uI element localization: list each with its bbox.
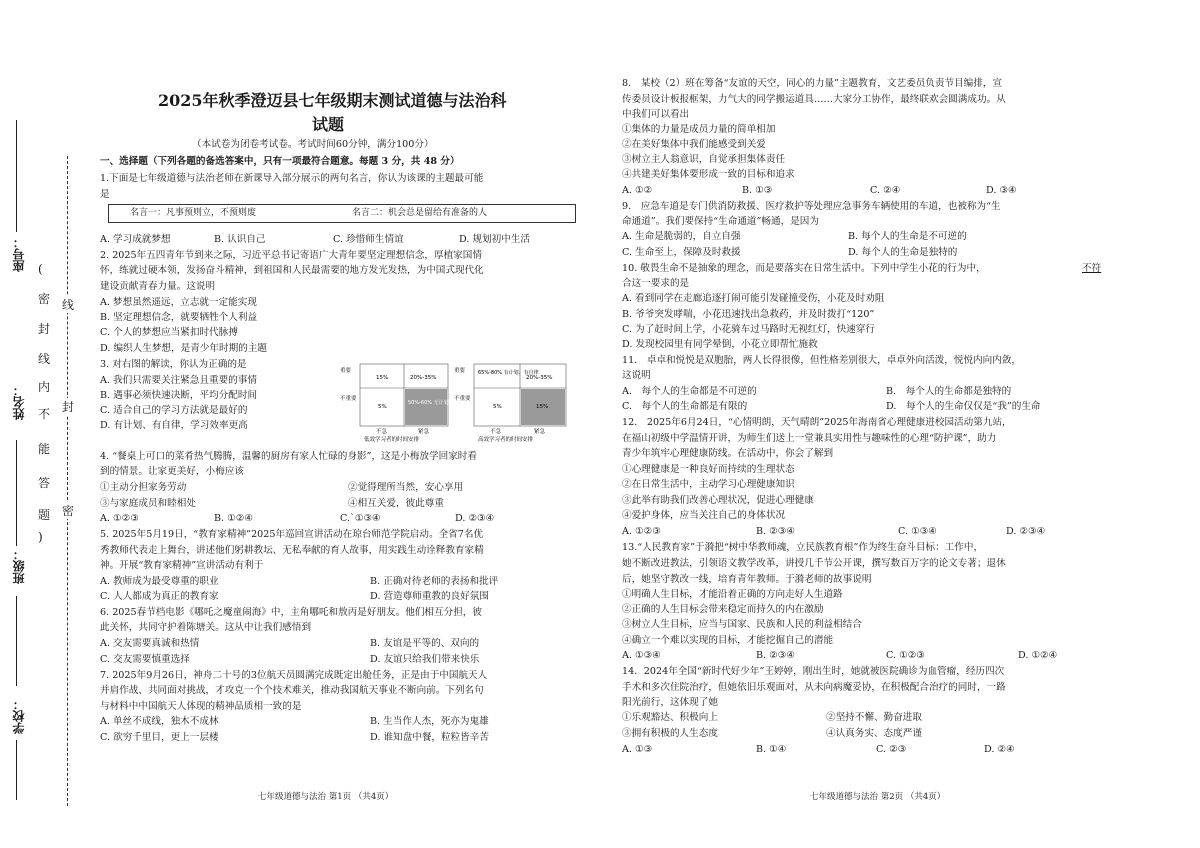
statement-3: ③此举有助我们改善心理状况，促进心理健康 bbox=[622, 495, 814, 506]
question-text: 秀教师代表走上舞台，讲述他们躬耕教坛、无私奉献的育人故事，用实践生动诠释教育家精 bbox=[100, 545, 484, 556]
option-d: D. 发现校园里有同学晕倒，小花立即帮忙施救 bbox=[622, 339, 818, 350]
option-c: C. 交友需要慎重选择 bbox=[100, 654, 190, 665]
option-a: A. 我们只需要关注紧急且重要的事情 bbox=[100, 375, 257, 386]
option-b: B. 正确对待老师的表扬和批评 bbox=[370, 576, 499, 587]
option-a: A. ①②③ bbox=[100, 513, 139, 524]
option-d: D. 友谊只给我们带来快乐 bbox=[370, 654, 480, 665]
option-b: B. ②③④ bbox=[756, 650, 795, 661]
exam-title-line2: 试题 bbox=[312, 115, 345, 134]
quote-2: 名言二：机会总是留给有准备的人 bbox=[352, 208, 488, 218]
option-a: A. ①③④ bbox=[622, 650, 661, 661]
cell-value: 15% bbox=[376, 375, 389, 381]
option-b: B. 认识自己 bbox=[214, 234, 266, 245]
option-d: D. 有计划、有自律，学习效率更高 bbox=[100, 420, 248, 431]
option-c: C. 每个人的生命都是有限的 bbox=[622, 401, 748, 412]
statement-1: ①明确人生目标，才能沿着正确的方向走好人生道路 bbox=[622, 589, 843, 600]
statement-1: ①主动分担家务劳动 bbox=[100, 482, 187, 493]
seal-char: 答 bbox=[38, 476, 51, 490]
statement-2: ②正确的人生目标会带来稳定而持久的内在激励 bbox=[622, 604, 824, 615]
question-text: 她不断改进教法，引领语文教学改革，讲授几千节公开课，撰写数百万字的论文专著；退休 bbox=[622, 558, 1006, 569]
seal-char: 密 bbox=[62, 504, 75, 518]
question-text: 5. 2025年5月19日，“教育家精神”2025年巡回宣讲活动在琼台师范学院启动。全省7名优 bbox=[100, 529, 484, 540]
option-c: C.`①③④ bbox=[340, 513, 381, 524]
seal-char: 内 bbox=[38, 380, 51, 394]
time-management-figure bbox=[338, 362, 574, 442]
question-text: 怀，练就过硬本领，发扬奋斗精神，到祖国和人民最需要的地方发光发热，为中国式现代化 bbox=[100, 265, 484, 276]
cell-value: 5% bbox=[493, 404, 502, 410]
option-a: A. 每个人的生命都是不可逆的 bbox=[622, 386, 757, 397]
question-text: 与材料中中国航天人体现的精神品质相一致的是 bbox=[100, 701, 302, 712]
low-efficiency-chart bbox=[340, 364, 469, 442]
seal-char: 封 bbox=[38, 322, 51, 336]
question-text: 合这一要求的是 bbox=[622, 278, 690, 289]
question-text: 青少年筑牢心理健康防线。在活动中，你会了解到 bbox=[622, 448, 834, 459]
option-b: B. ①④ bbox=[756, 744, 787, 755]
option-c: C. ①③④ bbox=[898, 526, 937, 537]
option-a: A. ①③ bbox=[622, 744, 653, 755]
option-c: C. ②③ bbox=[876, 744, 907, 755]
name-label: 姓名： bbox=[12, 384, 26, 420]
option-d: D. 每个人的生命是独特的 bbox=[848, 247, 958, 258]
option-b: B. 坚定理想信念，就要牺牲个人利益 bbox=[100, 312, 258, 323]
seat-underline bbox=[16, 120, 17, 232]
statement-3: ③树立主人翁意识，自觉承担集体责任 bbox=[622, 154, 786, 165]
question-text: 传委员设计板报框架，力气大的同学搬运道具……大家分工协作，最终联欢会圆满成功。从 bbox=[622, 94, 1006, 105]
chart-caption: 高效学习者的时间安排 bbox=[478, 437, 534, 442]
option-d: D. ②③④ bbox=[455, 513, 495, 524]
option-b: B. 每个人的生命都是独特的 bbox=[886, 386, 1012, 397]
binding-margin bbox=[0, 0, 95, 848]
cell-value: 5% bbox=[378, 404, 387, 410]
school-underline bbox=[16, 740, 17, 800]
statement-4: ④确立一个难以实现的目标，才能挖掘自己的潜能 bbox=[622, 635, 834, 646]
question-text: 到的情景。让家更美好，小梅应该 bbox=[100, 466, 244, 477]
cell-value: 50%-60% 无计划，无自律 bbox=[408, 400, 469, 406]
seal-char: ) bbox=[38, 530, 43, 544]
option-b: B. 每个人的生命是不可逆的 bbox=[848, 231, 967, 242]
cell-value: 20%-35% bbox=[410, 375, 437, 381]
option-b: B. ①②④ bbox=[214, 513, 253, 524]
col-label: 不急 bbox=[376, 429, 388, 435]
option-a: A. 看到同学在走廊追逐打闹可能引发碰撞受伤，小花及时劝阻 bbox=[622, 293, 885, 304]
cell-value: 65%-80% 有计划、有自律 bbox=[478, 370, 539, 376]
question-text: 2. 2025年五四青年节到来之际，习近平总书记寄语广大青年要坚定理想信念，厚植家国情 bbox=[100, 250, 482, 261]
option-d: D. 谁知盘中餐，粒粒皆辛苦 bbox=[370, 732, 489, 743]
seal-char: 线 bbox=[62, 298, 75, 312]
statement-4: ④相互关爱，彼此尊重 bbox=[348, 498, 444, 509]
statement-2: ②坚持不懈、勤奋进取 bbox=[826, 712, 922, 723]
seal-char: 线 bbox=[38, 352, 51, 366]
option-c: C. 适合自己的学习方法就是最好的 bbox=[100, 405, 248, 416]
statement-2: ②觉得理所当然，安心享用 bbox=[348, 482, 464, 493]
class-label: 班级： bbox=[12, 548, 26, 584]
cell-value: 15% bbox=[536, 404, 549, 410]
row-label-unimportant: 不重要 bbox=[454, 396, 471, 402]
statement-3: ③树立人生目标，应当与国家、民族和人民的利益相结合 bbox=[622, 619, 862, 630]
option-a: A. ①②③ bbox=[622, 526, 661, 537]
option-a: A. ①② bbox=[622, 185, 653, 196]
option-c: C. 珍惜师生情谊 bbox=[333, 234, 404, 245]
option-a: A. 交友需要真诚和热情 bbox=[100, 638, 200, 649]
seat-label: 座号： bbox=[12, 236, 26, 272]
statement-4: ④共建美好集体要形成一致的目标和追求 bbox=[622, 169, 795, 180]
option-a: A. 生命是脆弱的，自立自强 bbox=[622, 231, 741, 242]
question-text: 此关怀，共同守护着陈塘关。这从中让我们感悟到 bbox=[100, 622, 312, 633]
section-heading: 一、选择题（下列各题的备选答案中，只有一项最符合题意。每题 3 分，共 48 分） bbox=[100, 156, 460, 167]
option-a: A. 梦想虽然遥远，立志就一定能实现 bbox=[100, 297, 257, 308]
name-underline bbox=[16, 440, 17, 546]
question-text: 后，她坚守教改一线，培育青年教师。于漪老师的故事说明 bbox=[622, 574, 872, 585]
statement-2: ②在美好集体中我们能感受到关爱 bbox=[622, 139, 766, 150]
option-b: B. ①③ bbox=[742, 185, 773, 196]
option-c: C. 为了赶时间上学，小花骑车过马路时无视红灯，快速穿行 bbox=[622, 324, 875, 335]
seal-char: 不 bbox=[38, 407, 51, 421]
option-d: D. 规划初中生活 bbox=[459, 234, 531, 245]
option-a: A. 教师成为最受尊重的职业 bbox=[100, 576, 219, 587]
question-text: 8. 某校（2）班在筹备“友谊的天空，同心的力量”主题教育，文艺委员负责节目编排，宣 bbox=[622, 78, 1003, 89]
question-text: 1.下面是七年级道德与法治老师在新课导入部分展示的两句名言，你认为该课的主题最可能 bbox=[100, 173, 484, 184]
question-text: 14．2024年全国“新时代好少年”王婷婷，刚出生时，她就被医院确诊为血管瘤，经历四次 bbox=[622, 666, 1005, 677]
not-match-underlined: 不符 bbox=[1082, 263, 1102, 274]
option-d: D. 编织人生梦想，是青少年时期的主题 bbox=[100, 343, 267, 354]
option-c: C. ②④ bbox=[870, 185, 901, 196]
quote-1: 名言一：凡事预则立，不预则废 bbox=[130, 208, 257, 218]
question-text: 这说明 bbox=[622, 370, 651, 381]
col-label: 紧急 bbox=[418, 429, 430, 435]
option-d: D. ③④ bbox=[986, 185, 1017, 196]
seal-char: 密 bbox=[38, 292, 51, 306]
question-text: 命通道”。我们要保持“生命通道”畅通，是因为 bbox=[622, 216, 819, 227]
question-text: 神。开展“教育家精神”宣讲活动有利于 bbox=[100, 560, 264, 571]
option-d: D. 营造尊师重教的良好氛围 bbox=[370, 591, 489, 602]
question-text: 4. “餐桌上可口的菜肴热气腾腾，温馨的厨房有家人忙碌的身影”，这是小梅放学回家时看 bbox=[100, 451, 477, 462]
row-label-important: 重要 bbox=[340, 368, 352, 374]
col-label: 不急 bbox=[490, 429, 502, 435]
option-b: B. 爷爷突发哮喘，小花迅速找出急救药，并及时拨打“120” bbox=[622, 309, 875, 320]
exam-title: 2025年秋季澄迈县七年级期末测试道德与法治科 bbox=[158, 91, 507, 110]
option-a: A. 单丝不成线，独木不成林 bbox=[100, 716, 219, 727]
option-b: B. 遇事必须快速决断，平均分配时间 bbox=[100, 390, 258, 401]
option-c: C. 生命至上，保障及时救援 bbox=[622, 247, 741, 258]
statement-1: ①乐观豁达、积极向上 bbox=[622, 712, 718, 723]
option-b: B. ②③④ bbox=[756, 526, 795, 537]
seal-char: ( bbox=[38, 262, 43, 276]
option-a: A. 学习成就梦想 bbox=[100, 234, 171, 245]
exam-note: （本试卷为闭卷考试卷。考试时间60分钟，满分100分） bbox=[192, 139, 434, 150]
statement-4: ④爱护身体，应当关注自己的身体状况 bbox=[622, 510, 786, 521]
question-text: 中我们可以看出 bbox=[622, 109, 690, 120]
col-label: 紧急 bbox=[534, 429, 546, 435]
question-text: 3. 对右图的解读，你认为正确的是 bbox=[100, 359, 247, 370]
high-efficiency-chart bbox=[454, 364, 566, 442]
question-text: 6. 2025春节档电影《哪吒之魔童闹海》中，主角哪吒和敖丙是好朋友。他们相互分担，彼 bbox=[100, 607, 482, 618]
question-text: 是 bbox=[100, 189, 110, 200]
question-text: 在福山初级中学温情开讲，为师生们送上一堂兼具实用性与趣味性的心理“防护课”，助力 bbox=[622, 433, 997, 444]
cut-line bbox=[67, 156, 68, 806]
statement-1: ①集体的力量是成员力量的简单相加 bbox=[622, 124, 776, 135]
statement-2: ②在日常生活中，主动学习心理健康知识 bbox=[622, 479, 795, 490]
question-text: 10. 敬畏生命不是抽象的理念，而是要落实在日常生活中。下列中学生小花的行为中， bbox=[622, 263, 986, 274]
school-label: 学校： bbox=[12, 698, 26, 734]
chart-caption: 低效学习者的时间安排 bbox=[364, 437, 420, 442]
page-footer: 七年级道德与法治 第2页 （共4页） bbox=[810, 792, 946, 802]
class-underline bbox=[16, 596, 17, 686]
option-d: D. ②④ bbox=[984, 744, 1015, 755]
cell-value: 20%-35% bbox=[526, 375, 553, 381]
statement-3: ③与家庭成员和睦相处 bbox=[100, 498, 196, 509]
option-d: D. 每个人的生命仅仅是“我”的生命 bbox=[886, 401, 1041, 412]
option-c: C. 欲穷千里目，更上一层楼 bbox=[100, 732, 219, 743]
seal-char: 能 bbox=[38, 442, 51, 456]
question-text: 13.“人民教育家”于漪把“树中华教师魂，立民族教育根”作为终生奋斗目标：工作中， bbox=[622, 542, 984, 553]
question-text: 并肩作战、共同面对挑战，才攻克一个个技术难关，推动我国航天事业不断向前。下列名句 bbox=[100, 685, 484, 696]
option-c: C. 个人的梦想应当紧扣时代脉搏 bbox=[100, 327, 238, 338]
question-text: 手术和多次住院治疗，但她依旧乐观面对，从未向病魔妥协，在积极配合治疗的同时，一路 bbox=[622, 682, 1006, 693]
seal-char: 封 bbox=[62, 400, 75, 414]
option-b: B. 友谊是平等的、双向的 bbox=[370, 638, 480, 649]
page-footer: 七年级道德与法治 第1页 （共4页） bbox=[258, 792, 394, 802]
option-c: C. ①②③ bbox=[886, 650, 925, 661]
row-label-important: 重要 bbox=[454, 368, 466, 374]
option-b: B. 生当作人杰，死亦为鬼雄 bbox=[370, 716, 489, 727]
option-d: D. ①②④ bbox=[1018, 650, 1058, 661]
statement-3: ③拥有积极的人生态度 bbox=[622, 728, 718, 739]
question-text: 9. 应急车道是专门供消防救援、医疗救护等处理应急事务车辆使用的车道，也被称为“生 bbox=[622, 201, 1001, 212]
seal-char: 题 bbox=[38, 508, 51, 522]
statement-4: ④认真务实、态度严谨 bbox=[826, 728, 922, 739]
statement-1: ①心理健康是一种良好而持续的生理状态 bbox=[622, 464, 795, 475]
question-text: 11. 卓卓和悦悦是双胞胎，两人长得很像，但性格差别很大，卓卓外向活泼，悦悦内向内敛， bbox=[622, 355, 1022, 366]
option-c: C. 人人都成为真正的教育家 bbox=[100, 591, 219, 602]
row-label-unimportant: 不重要 bbox=[340, 396, 357, 402]
question-text: 建设贡献青春力量。这说明 bbox=[100, 281, 216, 292]
question-text: 7. 2025年9月26日，神舟二十号的3位航天员圆满完成既定出舱任务，正是由于中国航天人 bbox=[100, 670, 488, 681]
question-text: 阳光前行，这体现了她 bbox=[622, 697, 718, 708]
option-d: D. ②③④ bbox=[1006, 526, 1046, 537]
question-text: 12. 2025年6月24日，“心情明朗，天气晴朗”2025年海南省心理健康进校园活动第九站， bbox=[622, 417, 1012, 428]
